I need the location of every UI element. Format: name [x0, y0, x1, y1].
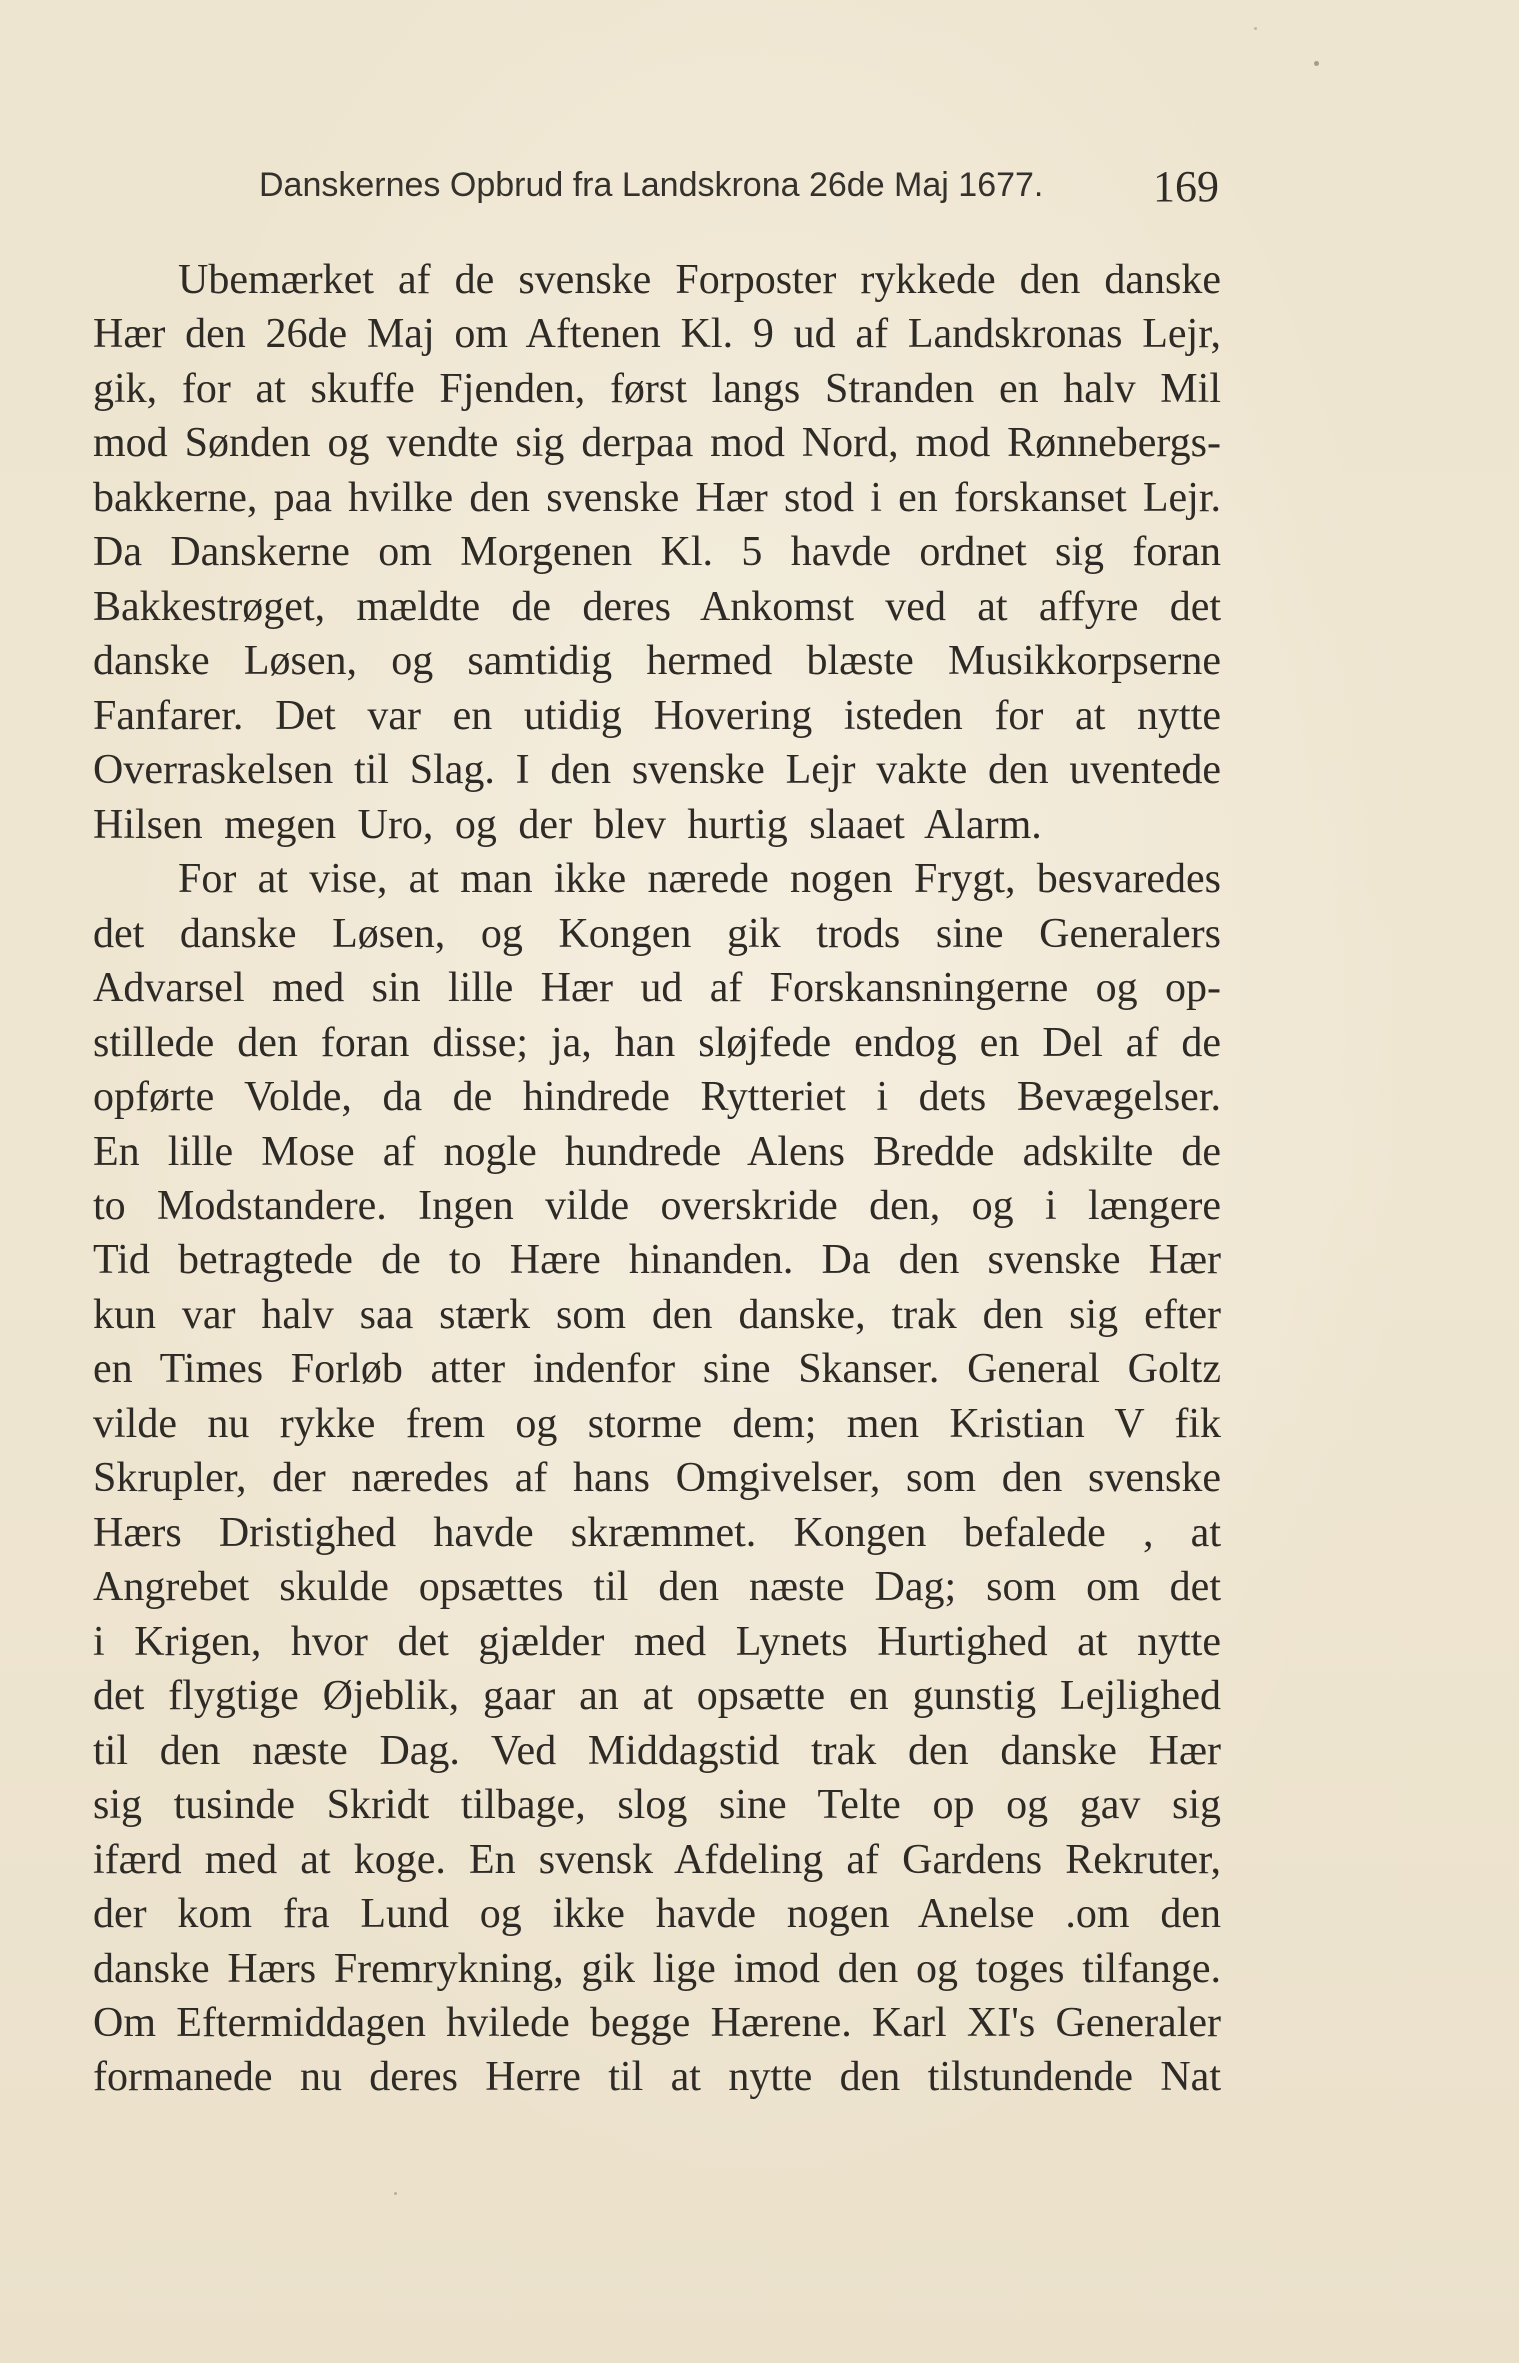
text-line: bakkerne, paa hvilke den svenske Hær stod i en forskanset Lejr.: [93, 474, 1221, 521]
text-line: mod Sønden og vendte sig derpaa mod Nord, mod Rønnebergs-: [93, 420, 1221, 467]
text-line: Hær den 26de Maj om Aftenen Kl. 9 ud af Landskronas Lejr,: [93, 311, 1221, 358]
text-line: opførte Volde, da de hindrede Rytteriet i dets Bevægelser.: [93, 1074, 1221, 1121]
text-line: Advarsel med sin lille Hær ud af Forskansningerne og op-: [93, 965, 1221, 1012]
text-line: Hærs Dristighed havde skræmmet. Kongen befalede , at: [93, 1509, 1221, 1556]
text-line: gik, for at skuffe Fjenden, først langs Stranden en halv Mil: [93, 365, 1221, 412]
running-head: Danskernes Opbrud fra Landskrona 26de Maj 1677.: [259, 166, 1044, 204]
text-line: Skrupler, der næredes af hans Omgivelser, som den svenske: [93, 1455, 1221, 1502]
text-line: Da Danskerne om Morgenen Kl. 5 havde ordnet sig foran: [93, 529, 1221, 576]
text-line: For at vise, at man ikke nærede nogen Frygt, besvaredes: [178, 856, 1221, 903]
body-text: [93, 253, 1221, 2105]
text-line: danske Løsen, og samtidig hermed blæste Musikkorpserne: [93, 638, 1221, 685]
text-line: i Krigen, hvor det gjælder med Lynets Hurtighed at nytte: [93, 1618, 1221, 1665]
paper-speck: [1314, 61, 1319, 66]
paragraph: [93, 253, 1221, 852]
text-line: en Times Forløb atter indenfor sine Skanser. General Goltz: [93, 1346, 1221, 1393]
paragraph: [93, 852, 1221, 2105]
text-line: En lille Mose af nogle hundrede Alens Bredde adskilte de: [93, 1128, 1221, 1175]
text-line: formanede nu deres Herre til at nytte den tilstundende Nat: [93, 2054, 1221, 2101]
page-number: 169: [1153, 162, 1219, 211]
text-line: Tid betragtede de to Hære hinanden. Da den svenske Hær: [93, 1237, 1221, 1284]
text-line: Overraskelsen til Slag. I den svenske Lejr vakte den uventede: [93, 747, 1221, 794]
text-line: Bakkestrøget, mældte de deres Ankomst ved at affyre det: [93, 583, 1221, 630]
text-line: Fanfarer. Det var en utidig Hovering isteden for at nytte: [93, 692, 1221, 739]
paper-speck: [394, 2192, 397, 2195]
text-line: der kom fra Lund og ikke havde nogen Anelse .om den: [93, 1891, 1221, 1938]
text-line: det danske Løsen, og Kongen gik trods sine Generalers: [93, 910, 1221, 957]
text-line: Ubemærket af de svenske Forposter rykkede den danske: [178, 257, 1221, 303]
text-line: det flygtige Øjeblik, gaar an at opsætte en gunstig Lejlighed: [93, 1673, 1221, 1720]
text-line: to Modstandere. Ingen vilde overskride den, og i længere: [93, 1182, 1221, 1229]
text-line: Hilsen megen Uro, og der blev hurtig slaaet Alarm.: [93, 801, 1042, 848]
text-line: Om Eftermiddagen hvilede begge Hærene. Karl XI's Generaler: [93, 2000, 1221, 2046]
text-line: vilde nu rykke frem og storme dem; men Kristian V fik: [93, 1400, 1221, 1447]
text-line: Angrebet skulde opsættes til den næste Dag; som om det: [93, 1564, 1221, 1611]
text-line: ifærd med at koge. En svensk Afdeling af Gardens Rekruter,: [93, 1836, 1221, 1883]
text-line: kun var halv saa stærk som den danske, trak den sig efter: [93, 1291, 1221, 1338]
text-line: danske Hærs Fremrykning, gik lige imod den og toges tilfange.: [93, 1945, 1221, 1992]
text-line: til den næste Dag. Ved Middagstid trak den danske Hær: [93, 1727, 1221, 1774]
text-line: stillede den foran disse; ja, han sløjfede endog en Del af de: [93, 1019, 1221, 1066]
paper-speck: [1254, 27, 1257, 30]
text-line: sig tusinde Skridt tilbage, slog sine Telte op og gav sig: [93, 1782, 1221, 1829]
